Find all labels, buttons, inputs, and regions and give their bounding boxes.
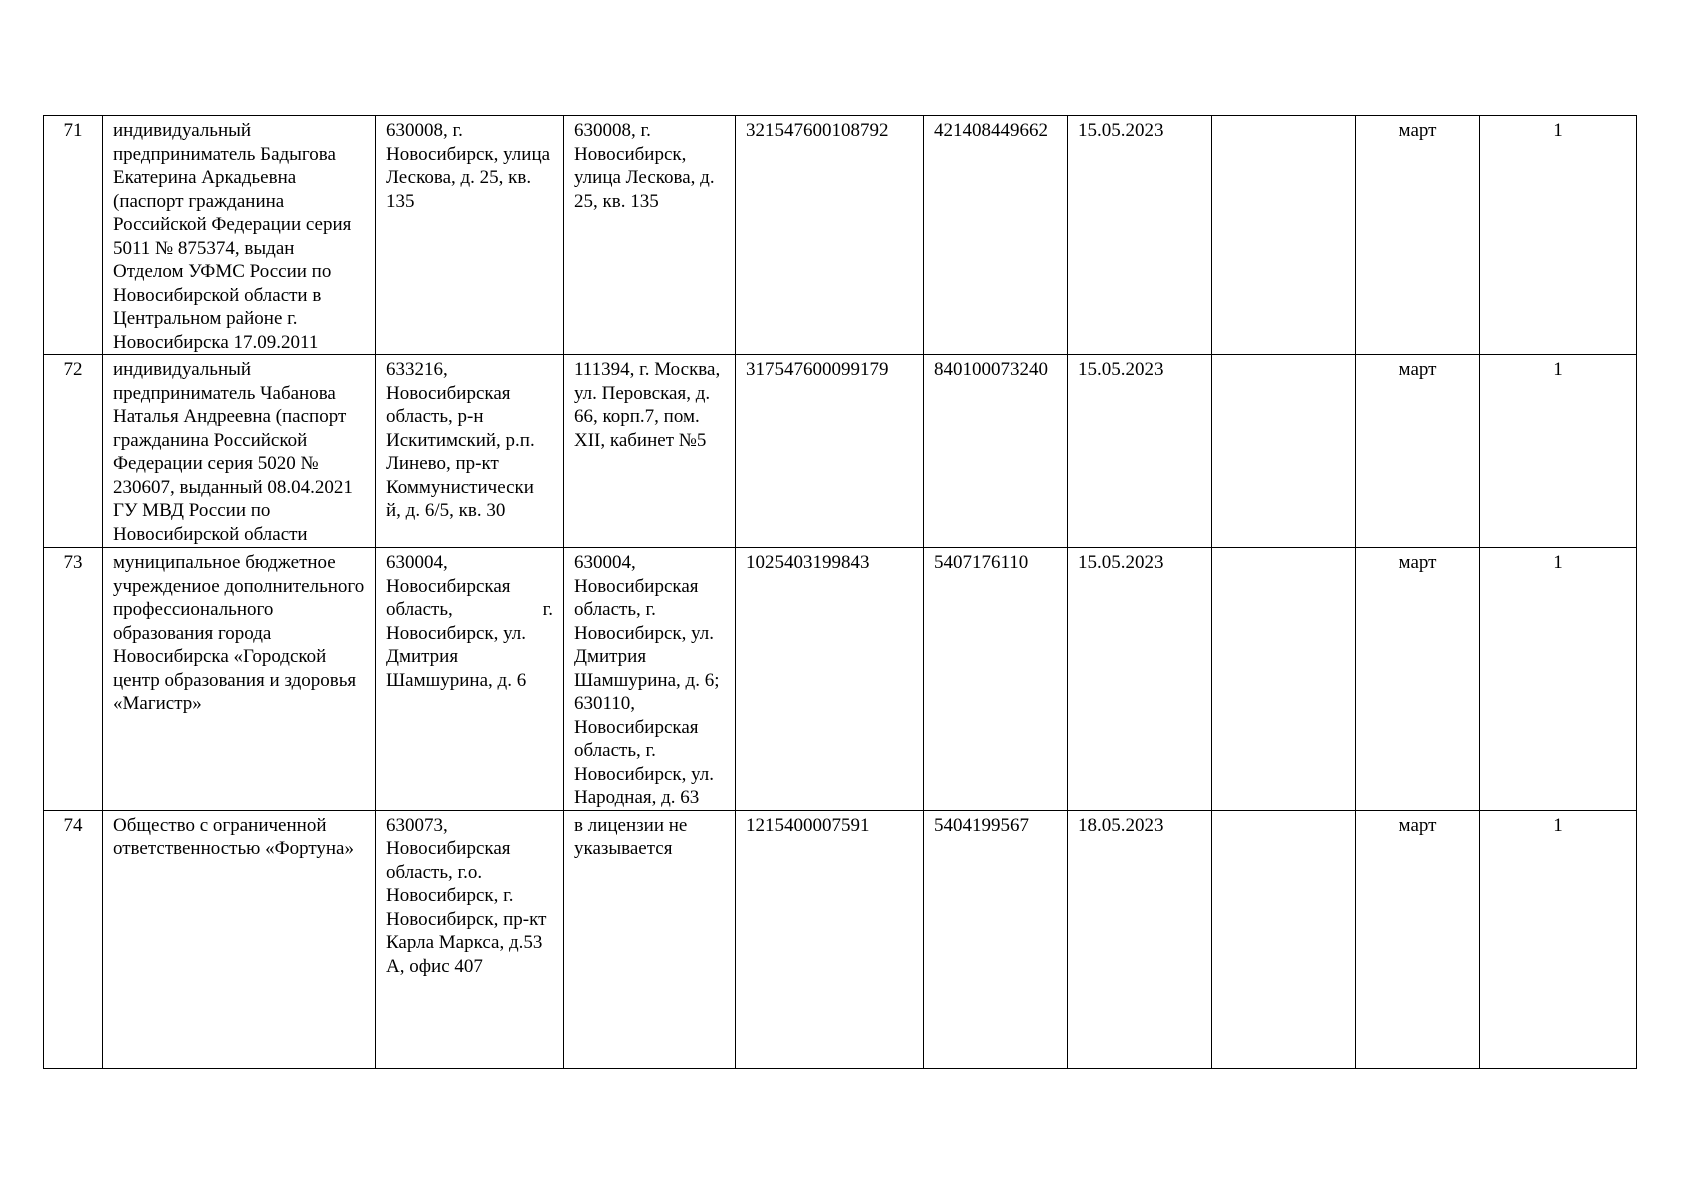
activity-address: в лицензии не указывается	[564, 810, 736, 1068]
licensee-name: Общество с ограниченной ответственностью «Фортуна»	[103, 810, 376, 1068]
licenses-table	[43, 115, 1637, 1069]
date-cell: 15.05.2023	[1068, 116, 1212, 355]
count-cell: 1	[1480, 548, 1637, 811]
extra-cell	[1212, 116, 1356, 355]
date-cell: 15.05.2023	[1068, 548, 1212, 811]
licensee-name: индивидуальный предприниматель Чабанова Наталья Андреевна (паспорт гражданина Российской Федерации серия 5020 № 230607, выданный 08.04.2021 ГУ МВД России по Новосибирской области	[103, 355, 376, 548]
licensee-address	[376, 548, 564, 811]
row-number: 71	[44, 116, 103, 355]
activity-address: 111394, г. Москва, ул. Перовская, д. 66, корп.7, пом. XII, кабинет №5	[564, 355, 736, 548]
inn-cell: 5404199567	[924, 810, 1068, 1068]
address-line: Новосибирск, ул. Дмитрия Шамшурина, д. 6	[386, 622, 527, 691]
activity-address: 630004, Новосибирская область, г. Новосибирск, ул. Дмитрия Шамшурина, д. 6; 630110, Новосибирская область, г. Новосибирск, ул. Народная, д. 63	[564, 548, 736, 811]
extra-cell	[1212, 548, 1356, 811]
inn-cell: 840100073240	[924, 355, 1068, 548]
month-cell: март	[1356, 116, 1480, 355]
inn-cell: 421408449662	[924, 116, 1068, 355]
licensee-name: индивидуальный предприниматель Бадыгова Екатерина Аркадьевна (паспорт гражданина Российской Федерации серия 5011 № 875374, выдан Отделом УФМС России по Новосибирской области в Центральном районе г. Новосибирска 17.09.2011	[103, 116, 376, 355]
licensee-address: 630008, г. Новосибирск, улица Лескова, д. 25, кв. 135	[376, 116, 564, 355]
address-line: область, г.	[386, 599, 553, 620]
row-number: 73	[44, 548, 103, 811]
extra-cell	[1212, 810, 1356, 1068]
licensee-name: муниципальное бюджетное учреждениое дополнительного профессионального образования города Новосибирска «Городской центр образования и здоровья «Магистр»	[103, 548, 376, 811]
address-line: 630004, Новосибирская	[386, 552, 511, 597]
ogrn-cell: 317547600099179	[736, 355, 924, 548]
licensee-address: 633216, Новосибирская область, р-н Искитимский, р.п. Линево, пр-кт Коммунистически й, д. 6/5, кв. 30	[376, 355, 564, 548]
row-number: 72	[44, 355, 103, 548]
ogrn-cell: 1215400007591	[736, 810, 924, 1068]
count-cell: 1	[1480, 116, 1637, 355]
table-row	[44, 355, 1637, 548]
count-cell: 1	[1480, 810, 1637, 1068]
table-row	[44, 548, 1637, 811]
ogrn-cell: 1025403199843	[736, 548, 924, 811]
date-cell: 15.05.2023	[1068, 355, 1212, 548]
month-cell: март	[1356, 548, 1480, 811]
ogrn-cell: 321547600108792	[736, 116, 924, 355]
licensee-address: 630073, Новосибирская область, г.о. Новосибирск, г. Новосибирск, пр-кт Карла Маркса, д.53 А, офис 407	[376, 810, 564, 1068]
inn-cell: 5407176110	[924, 548, 1068, 811]
month-cell: март	[1356, 810, 1480, 1068]
row-number: 74	[44, 810, 103, 1068]
extra-cell	[1212, 355, 1356, 548]
date-cell: 18.05.2023	[1068, 810, 1212, 1068]
count-cell: 1	[1480, 355, 1637, 548]
month-cell: март	[1356, 355, 1480, 548]
activity-address: 630008, г. Новосибирск, улица Лескова, д. 25, кв. 135	[564, 116, 736, 355]
table-row	[44, 810, 1637, 1068]
table-row	[44, 116, 1637, 355]
